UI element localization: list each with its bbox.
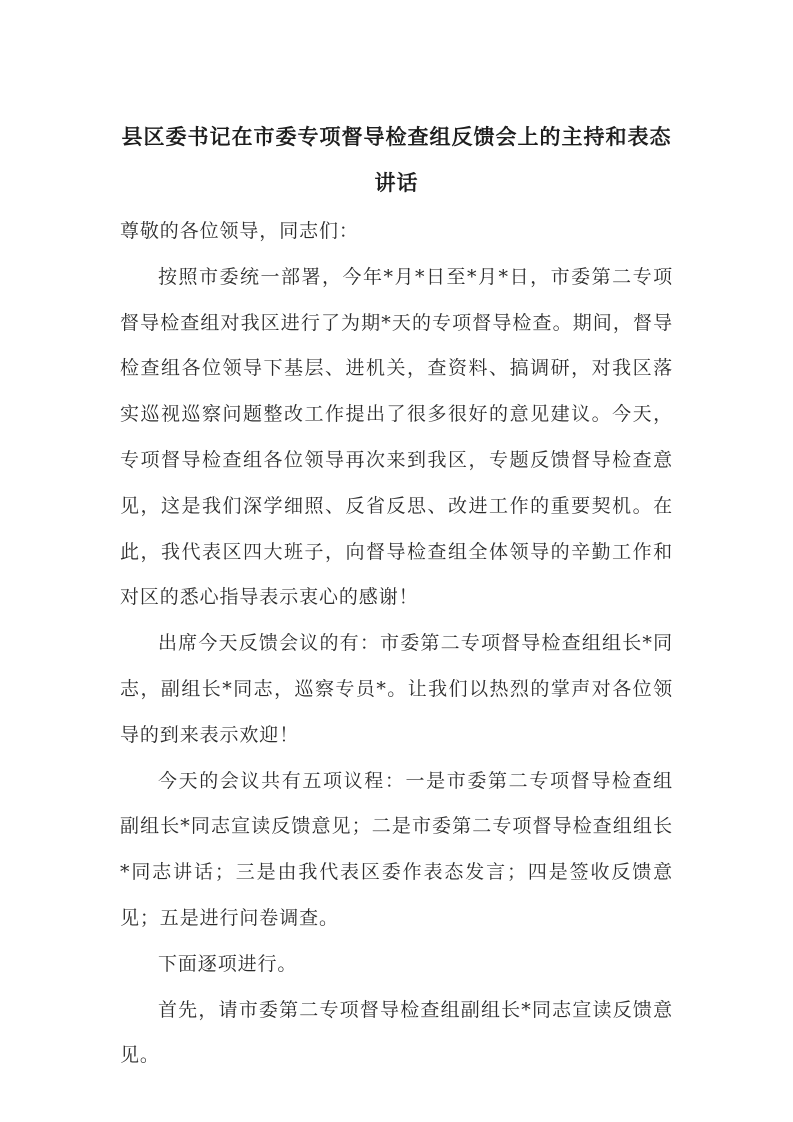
document-body <box>120 209 673 1079</box>
paragraph-proceed: 下面逐项进行。 <box>158 952 298 975</box>
salutation: 尊敬的各位领导，同志们： <box>120 220 359 242</box>
paragraph-attendees: 出席今天反馈会议的有：市委第二专项督导检查组组长*同志，副组长*同志，巡察专员*。让我们以热烈的掌声对各位领导的到来表示欢迎！ <box>120 632 673 746</box>
paragraph-agenda: 今天的会议共有五项议程：一是市委第二专项督导检查组副组长*同志宣读反馈意见；二是市委第二专项督导检查组组长*同志讲话；三是由我代表区委作表态发言；四是签收反馈意见；五是进行问卷调查。 <box>120 769 673 929</box>
paragraph-intro: 按照市委统一部署，今年*月*日至*月*日，市委第二专项督导检查组对我区进行了为期*天的专项督导检查。期间，督导检查组各位领导下基层、进机关，查资料、搞调研，对我区落实巡视巡察问题整改工作提出了很多很好的意见建议。今天，专项督导检查组各位领导再次来到我区，专题反馈督导检查意见，这是我们深学细照、反省反思、改进工作的重要契机。在此，我代表区四大班子，向督导检查组全体领导的辛勤工作和对区的悉心指导表示衷心的感谢！ <box>120 265 673 609</box>
document-title-line-1: 县区委书记在市委专项督导检查组反馈会上的主持和表态 <box>121 124 672 149</box>
document-title-line-2: 讲话 <box>374 170 419 195</box>
paragraph-first-item: 首先，请市委第二专项督导检查组副组长*同志宣读反馈意见。 <box>120 998 673 1067</box>
